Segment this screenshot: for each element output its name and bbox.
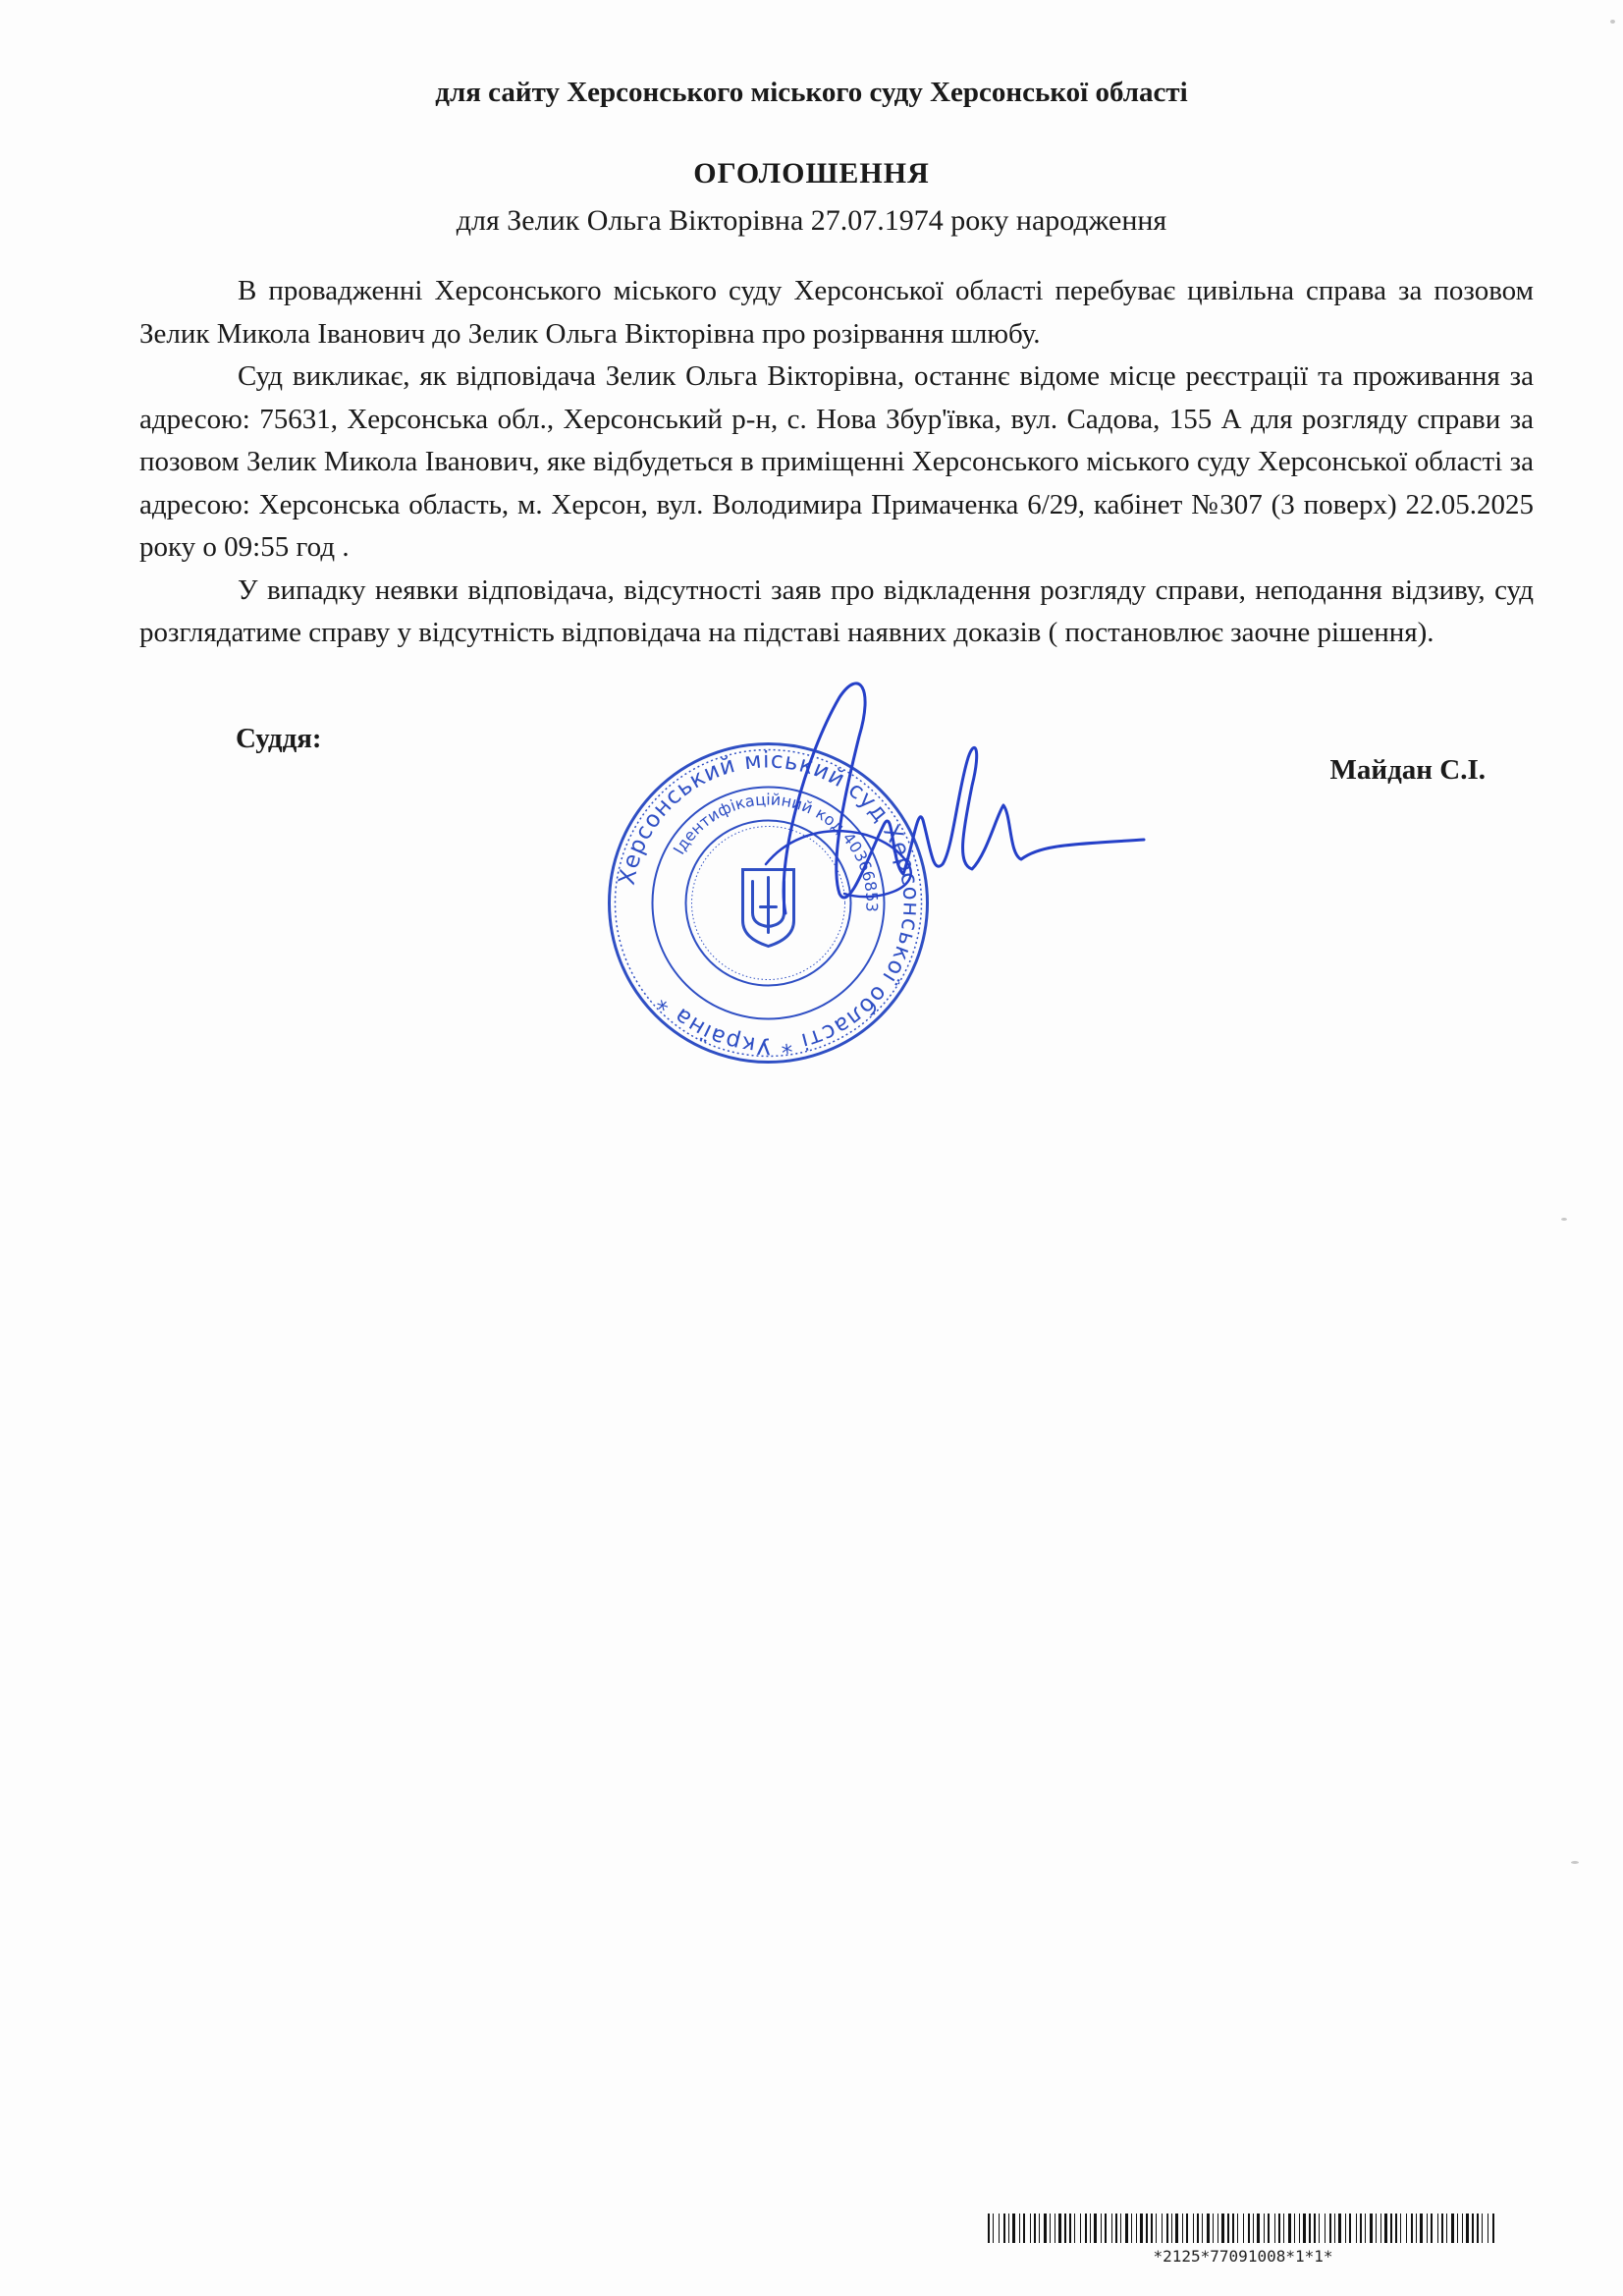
barcode-bar: [1299, 2214, 1300, 2243]
barcode-bar: [1451, 2214, 1454, 2243]
barcode-bar: [1227, 2214, 1229, 2243]
barcode-bar: [1349, 2214, 1351, 2243]
barcode-bar: [1400, 2214, 1401, 2243]
barcode-bar: [988, 2214, 990, 2243]
judge-label: Суддя:: [236, 723, 322, 754]
barcode-bar: [1274, 2214, 1275, 2243]
paragraph-consequences: У випадку неявки відповідача, відсутності заяв про відкладення розгляду справи, неподання відзиву, суд розглядатиме справу у відсутність відповідача на підставі наявних доказів ( постановлює заочне рішення).: [139, 574, 1534, 648]
notice-body: [139, 270, 1534, 655]
barcode-bar: [1446, 2214, 1447, 2243]
barcode-bar: [1030, 2214, 1031, 2243]
barcode-bar: [1105, 2214, 1107, 2243]
barcode-bar: [1248, 2214, 1250, 2243]
barcode-bar: [1085, 2214, 1087, 2243]
barcode-text: *2125*77091008*1*1*: [1153, 2247, 1333, 2266]
barcode-bar: [1420, 2214, 1423, 2243]
barcode-bar: [993, 2214, 994, 2243]
barcode-bar: [1314, 2214, 1316, 2243]
paragraph-case: В провадженні Херсонського міського суду Херсонської області перебуває цивільна справа за позовом Зелик Микола Іванович до Зелик Ольга Вікторівна про розірвання шлюбу.: [139, 275, 1534, 350]
barcode-bar: [1264, 2214, 1265, 2243]
barcode-bar: [1416, 2214, 1417, 2243]
barcode-bar: [1166, 2214, 1168, 2243]
barcode-bar: [1074, 2214, 1075, 2243]
document-barcode: [988, 2214, 1498, 2243]
barcode-bar: [1253, 2214, 1254, 2243]
barcode-bar: [1334, 2214, 1335, 2243]
barcode-bar: [1283, 2214, 1284, 2243]
barcode-bar: [1345, 2214, 1346, 2243]
barcode-bar: [1427, 2214, 1428, 2243]
barcode-bar: [1237, 2214, 1238, 2243]
barcode-bar: [1171, 2214, 1172, 2243]
barcode-bar: [1050, 2214, 1051, 2243]
barcode-bar: [1003, 2214, 1005, 2243]
paragraph-summons: Суд викликає, як відповідача Зелик Ольга Вікторівна, останнє відоме місце реєстрації та проживання за адресою: 75631, Херсонська обл., Херсонський р-н, с. Нова Збур'ївка, вул. Садова, 155 А для розгляду справи за позовом Зелик Микола Іванович, яке відбудеться в приміщенні Херсонського міського суду Херсонської області за адресою: Херсонська область, м. Херсон, вул. Володимира Примаченка 6/29, кабінет №307 (3 поверх) 22.05.2025 року о 09:55 год .: [139, 360, 1534, 563]
judge-signature: [746, 668, 1149, 953]
barcode-bar: [1457, 2214, 1458, 2243]
barcode-bar: [1115, 2214, 1117, 2243]
barcode-bar: [1111, 2214, 1112, 2243]
barcode-bar: [1384, 2214, 1387, 2243]
barcode-bar: [1101, 2214, 1102, 2243]
barcode-bar: [1492, 2214, 1494, 2243]
barcode-bar: [1477, 2214, 1479, 2243]
barcode-bar: [1012, 2214, 1015, 2243]
barcode-bar: [1406, 2214, 1407, 2243]
seal-inner-text: Ідентифікаційний код 40366853: [669, 790, 882, 913]
barcode-bar: [1431, 2214, 1433, 2243]
barcode-bar: [1156, 2214, 1157, 2243]
barcode-bar: [1309, 2214, 1311, 2243]
barcode-bar: [1294, 2214, 1295, 2243]
scan-speck: [1610, 20, 1615, 24]
barcode-bar: [1162, 2214, 1163, 2243]
barcode-bar: [1472, 2214, 1474, 2243]
barcode-bar: [1360, 2214, 1362, 2243]
seal-outer-text: Херсонський міський суд Херсонської області * Україна *: [614, 747, 924, 1059]
notice-title: ОГОЛОШЕННЯ: [693, 157, 930, 190]
barcode-bar: [1338, 2214, 1341, 2243]
barcode-bar: [1411, 2214, 1413, 2243]
barcode-bar: [1197, 2214, 1199, 2243]
barcode-bar: [1380, 2214, 1381, 2243]
judge-name: Майдан С.І.: [1329, 754, 1486, 786]
site-header-line: для сайту Херсонського міського суду Херсонської області: [435, 77, 1188, 108]
notice-subtitle: для Зелик Ольга Вікторівна 27.07.1974 року народження: [456, 204, 1167, 237]
barcode-bar: [1023, 2214, 1025, 2243]
barcode-bar: [1207, 2214, 1210, 2243]
barcode-bar: [1064, 2214, 1066, 2243]
barcode-bar: [1058, 2214, 1061, 2243]
barcode-bar: [1186, 2214, 1188, 2243]
barcode-bar: [1019, 2214, 1020, 2243]
barcode-bar: [1356, 2214, 1357, 2243]
barcode-bar: [1039, 2214, 1040, 2243]
barcode-bar: [1232, 2214, 1234, 2243]
barcode-bar: [1319, 2214, 1320, 2243]
barcode-bar: [1146, 2214, 1148, 2243]
barcode-bar: [1441, 2214, 1443, 2243]
barcode-bar: [1131, 2214, 1132, 2243]
barcode-bar: [1140, 2214, 1143, 2243]
barcode-bar: [1151, 2214, 1153, 2243]
barcode-bar: [1221, 2214, 1224, 2243]
scan-speck: [1571, 1861, 1579, 1864]
barcode-bar: [1044, 2214, 1047, 2243]
barcode-bar: [1370, 2214, 1373, 2243]
barcode-bar: [1257, 2214, 1260, 2243]
barcode-bar: [1278, 2214, 1280, 2243]
barcode-bar: [1193, 2214, 1194, 2243]
barcode-bar: [1243, 2214, 1244, 2243]
barcode-bar: [1202, 2214, 1203, 2243]
barcode-bar: [1462, 2214, 1463, 2243]
barcode-bar: [1376, 2214, 1377, 2243]
barcode-bar: [1217, 2214, 1218, 2243]
barcode-bar: [1268, 2214, 1270, 2243]
barcode-bar: [1125, 2214, 1128, 2243]
barcode-bar: [1080, 2214, 1081, 2243]
barcode-bar: [1034, 2214, 1036, 2243]
barcode-bar: [1390, 2214, 1392, 2243]
barcode-bar: [1365, 2214, 1366, 2243]
barcode-bar: [1069, 2214, 1071, 2243]
barcode-bar: [1136, 2214, 1137, 2243]
barcode-bar: [1466, 2214, 1469, 2243]
scan-speck: [1561, 1218, 1567, 1221]
barcode-bar: [1329, 2214, 1331, 2243]
barcode-bar: [1482, 2214, 1483, 2243]
barcode-bar: [1182, 2214, 1183, 2243]
barcode-bar: [1303, 2214, 1306, 2243]
barcode-bar: [1213, 2214, 1214, 2243]
barcode-bar: [1120, 2214, 1121, 2243]
barcode-bar: [999, 2214, 1000, 2243]
barcode-bar: [1437, 2214, 1438, 2243]
barcode-bar: [1395, 2214, 1397, 2243]
barcode-bar: [1094, 2214, 1097, 2243]
barcode-bar: [1008, 2214, 1009, 2243]
barcode-bar: [1090, 2214, 1091, 2243]
barcode-bar: [1288, 2214, 1291, 2243]
barcode-bar: [1175, 2214, 1178, 2243]
